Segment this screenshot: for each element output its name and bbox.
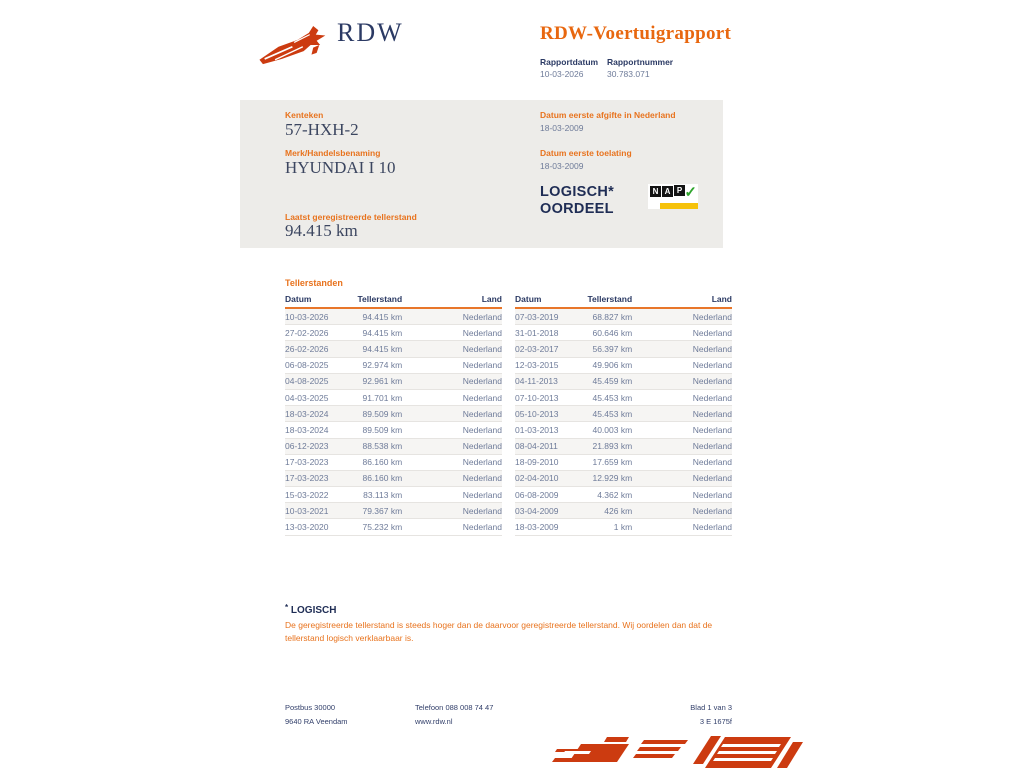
merk-label: Merk/Handelsbenaming [285, 148, 381, 158]
tellerstand-cell: 79.367 km [350, 503, 402, 519]
column-header-tellerstand: Tellerstand [580, 292, 632, 308]
tellerstand-cell: 45.459 km [580, 373, 632, 389]
land-cell: Nederland [632, 373, 732, 389]
datum-cell: 12-03-2015 [515, 357, 580, 373]
land-cell: Nederland [632, 341, 732, 357]
datum-cell: 04-11-2013 [515, 373, 580, 389]
datum-cell: 06-12-2023 [285, 438, 350, 454]
land-cell: Nederland [632, 503, 732, 519]
table-row [285, 487, 502, 503]
table-row [515, 470, 732, 486]
footer-address [285, 701, 348, 729]
tellerstand-cell: 83.113 km [350, 487, 402, 503]
tellerstand-cell: 91.701 km [350, 389, 402, 405]
nap-letter-n: N [650, 186, 661, 197]
table-row [515, 357, 732, 373]
nap-logo [648, 184, 698, 209]
datum-cell: 26-02-2026 [285, 341, 350, 357]
table-row [285, 308, 502, 325]
table-row [515, 325, 732, 341]
land-cell: Nederland [402, 389, 502, 405]
table-row [285, 373, 502, 389]
tellerstand-cell: 92.974 km [350, 357, 402, 373]
tellerstand-cell: 86.160 km [350, 470, 402, 486]
land-cell: Nederland [632, 406, 732, 422]
tellerstand-value: 94.415 km [285, 221, 358, 240]
land-cell: Nederland [402, 373, 502, 389]
table-row [515, 519, 732, 535]
tellerstand-cell: 89.509 km [350, 422, 402, 438]
datum-cell: 31-01-2018 [515, 325, 580, 341]
land-cell: Nederland [402, 503, 502, 519]
rdw-eagle-icon [256, 18, 334, 66]
tellerstand-cell: 60.646 km [580, 325, 632, 341]
tellerstand-cell: 45.453 km [580, 406, 632, 422]
datum-cell: 15-03-2022 [285, 487, 350, 503]
datum-cell: 04-08-2025 [285, 373, 350, 389]
tellerstand-cell: 86.160 km [350, 454, 402, 470]
datum-cell: 03-04-2009 [515, 503, 580, 519]
land-cell: Nederland [632, 470, 732, 486]
oordeel-text [540, 184, 614, 218]
land-cell: Nederland [402, 454, 502, 470]
table-row [285, 357, 502, 373]
tellerstand-cell: 1 km [580, 519, 632, 535]
land-cell: Nederland [402, 357, 502, 373]
afgifte-value: 18-03-2009 [540, 123, 584, 133]
table-row [285, 438, 502, 454]
land-cell: Nederland [402, 470, 502, 486]
land-cell: Nederland [402, 308, 502, 325]
table-row [285, 454, 502, 470]
tellerstanden-table-right [515, 292, 732, 536]
datum-cell: 18-03-2024 [285, 406, 350, 422]
datum-cell: 17-03-2023 [285, 454, 350, 470]
tellerstand-cell: 94.415 km [350, 308, 402, 325]
column-header-land: Land [632, 292, 732, 308]
footer-form-code: 3 E 1675f [699, 717, 732, 726]
land-cell: Nederland [402, 438, 502, 454]
tellerstand-cell: 94.415 km [350, 341, 402, 357]
datum-cell: 17-03-2023 [285, 470, 350, 486]
land-cell: Nederland [632, 519, 732, 535]
table-row [515, 389, 732, 405]
table-row [515, 422, 732, 438]
datum-cell: 27-02-2026 [285, 325, 350, 341]
datum-cell: 04-03-2025 [285, 389, 350, 405]
tellerstanden-table-left [285, 292, 502, 536]
tellerstand-cell: 12.929 km [580, 470, 632, 486]
footer-meta [690, 701, 732, 729]
land-cell: Nederland [632, 454, 732, 470]
land-cell: Nederland [402, 519, 502, 535]
datum-cell: 05-10-2013 [515, 406, 580, 422]
nap-letter-a: A [662, 186, 673, 197]
toelating-value: 18-03-2009 [540, 161, 584, 171]
land-cell: Nederland [402, 422, 502, 438]
tellerstand-label: Laatst geregistreerde tellerstand [285, 212, 417, 222]
datum-cell: 13-03-2020 [285, 519, 350, 535]
footer-postbus: Postbus 30000 [285, 703, 336, 712]
tellerstand-cell: 4.362 km [580, 487, 632, 503]
datum-cell: 01-03-2013 [515, 422, 580, 438]
kenteken-value: 57-HXH-2 [285, 120, 359, 139]
report-number-label: Rapportnummer [607, 57, 674, 67]
footnote-asterisk: * [285, 603, 289, 612]
column-header-datum: Datum [515, 292, 580, 308]
table-row [285, 406, 502, 422]
table-row [285, 389, 502, 405]
afgifte-label: Datum eerste afgifte in Nederland [540, 110, 676, 120]
table-row [285, 503, 502, 519]
table-row [515, 438, 732, 454]
table-row [515, 341, 732, 357]
datum-cell: 06-08-2025 [285, 357, 350, 373]
land-cell: Nederland [402, 487, 502, 503]
footnote-text: De geregistreerde tellerstand is steeds hoger dan de daarvoor geregistreerde tellerstand. Wij oordelen dan dat de tellerstand logisch verklaarbaar is. [285, 620, 713, 643]
land-cell: Nederland [632, 487, 732, 503]
tellerstand-cell: 94.415 km [350, 325, 402, 341]
datum-cell: 08-04-2011 [515, 438, 580, 454]
table-row [285, 470, 502, 486]
datum-cell: 18-03-2024 [285, 422, 350, 438]
table-row [515, 454, 732, 470]
tellerstand-cell: 45.453 km [580, 389, 632, 405]
table-row [515, 373, 732, 389]
datum-cell: 18-03-2009 [515, 519, 580, 535]
toelating-label: Datum eerste toelating [540, 148, 632, 158]
tellerstand-cell: 426 km [580, 503, 632, 519]
report-number-value: 30.783.071 [607, 69, 650, 79]
table-row [515, 308, 732, 325]
tellerstand-cell: 75.232 km [350, 519, 402, 535]
oordeel-line1: LOGISCH* [540, 184, 615, 200]
tellerstand-cell: 89.509 km [350, 406, 402, 422]
tellerstand-cell: 40.003 km [580, 422, 632, 438]
datum-cell: 18-09-2010 [515, 454, 580, 470]
land-cell: Nederland [632, 438, 732, 454]
footer-phone: Telefoon 088 008 74 47 [415, 703, 494, 712]
footnote-label: LOGISCH [290, 605, 337, 616]
vehicle-summary-box [240, 100, 723, 248]
tellerstand-cell: 49.906 km [580, 357, 632, 373]
datum-cell: 10-03-2021 [285, 503, 350, 519]
table-row [285, 341, 502, 357]
datum-cell: 07-03-2019 [515, 308, 580, 325]
table-row [515, 503, 732, 519]
column-header-land: Land [402, 292, 502, 308]
land-cell: Nederland [632, 389, 732, 405]
footer-website: www.rdw.nl [415, 717, 453, 726]
datum-cell: 02-04-2010 [515, 470, 580, 486]
oordeel-line2: OORDEEL [540, 201, 614, 217]
tellerstand-cell: 88.538 km [350, 438, 402, 454]
kenteken-label: Kenteken [285, 110, 324, 120]
tellerstand-cell: 68.827 km [580, 308, 632, 325]
land-cell: Nederland [632, 357, 732, 373]
land-cell: Nederland [402, 341, 502, 357]
datum-cell: 06-08-2009 [515, 487, 580, 503]
rdw-speed-stripes-graphic [545, 734, 805, 768]
land-cell: Nederland [632, 308, 732, 325]
land-cell: Nederland [632, 325, 732, 341]
land-cell: Nederland [402, 325, 502, 341]
nap-letter-p: P [674, 185, 685, 196]
report-date-value: 10-03-2026 [540, 69, 584, 79]
table-row [285, 325, 502, 341]
datum-cell: 02-03-2017 [515, 341, 580, 357]
tellerstanden-section [285, 278, 732, 536]
datum-cell: 10-03-2026 [285, 308, 350, 325]
footer-contact [415, 701, 493, 729]
nap-yellow-bar [660, 203, 698, 209]
tellerstand-cell: 56.397 km [580, 341, 632, 357]
rdw-logo-wordmark: RDW [337, 18, 404, 47]
tellerstanden-title: Tellerstanden [285, 278, 343, 288]
datum-cell: 07-10-2013 [515, 389, 580, 405]
land-cell: Nederland [402, 406, 502, 422]
column-header-tellerstand: Tellerstand [350, 292, 402, 308]
report-date-label: Rapportdatum [540, 57, 599, 67]
merk-value: HYUNDAI I 10 [285, 158, 396, 177]
footnote-title [285, 603, 735, 616]
footer-page-indicator: Blad 1 van 3 [690, 703, 732, 712]
table-row [515, 406, 732, 422]
tellerstand-cell: 21.893 km [580, 438, 632, 454]
tellerstand-cell: 17.659 km [580, 454, 632, 470]
table-row [285, 422, 502, 438]
footer-city: 9640 RA Veendam [285, 717, 348, 726]
column-header-datum: Datum [285, 292, 350, 308]
table-row [515, 487, 732, 503]
table-row [285, 519, 502, 535]
page-title: RDW-Voertuigrapport [540, 23, 732, 44]
land-cell: Nederland [632, 422, 732, 438]
tellerstand-cell: 92.961 km [350, 373, 402, 389]
nap-checkmark-icon: ✓ [684, 184, 697, 201]
logisch-footnote [285, 603, 735, 645]
